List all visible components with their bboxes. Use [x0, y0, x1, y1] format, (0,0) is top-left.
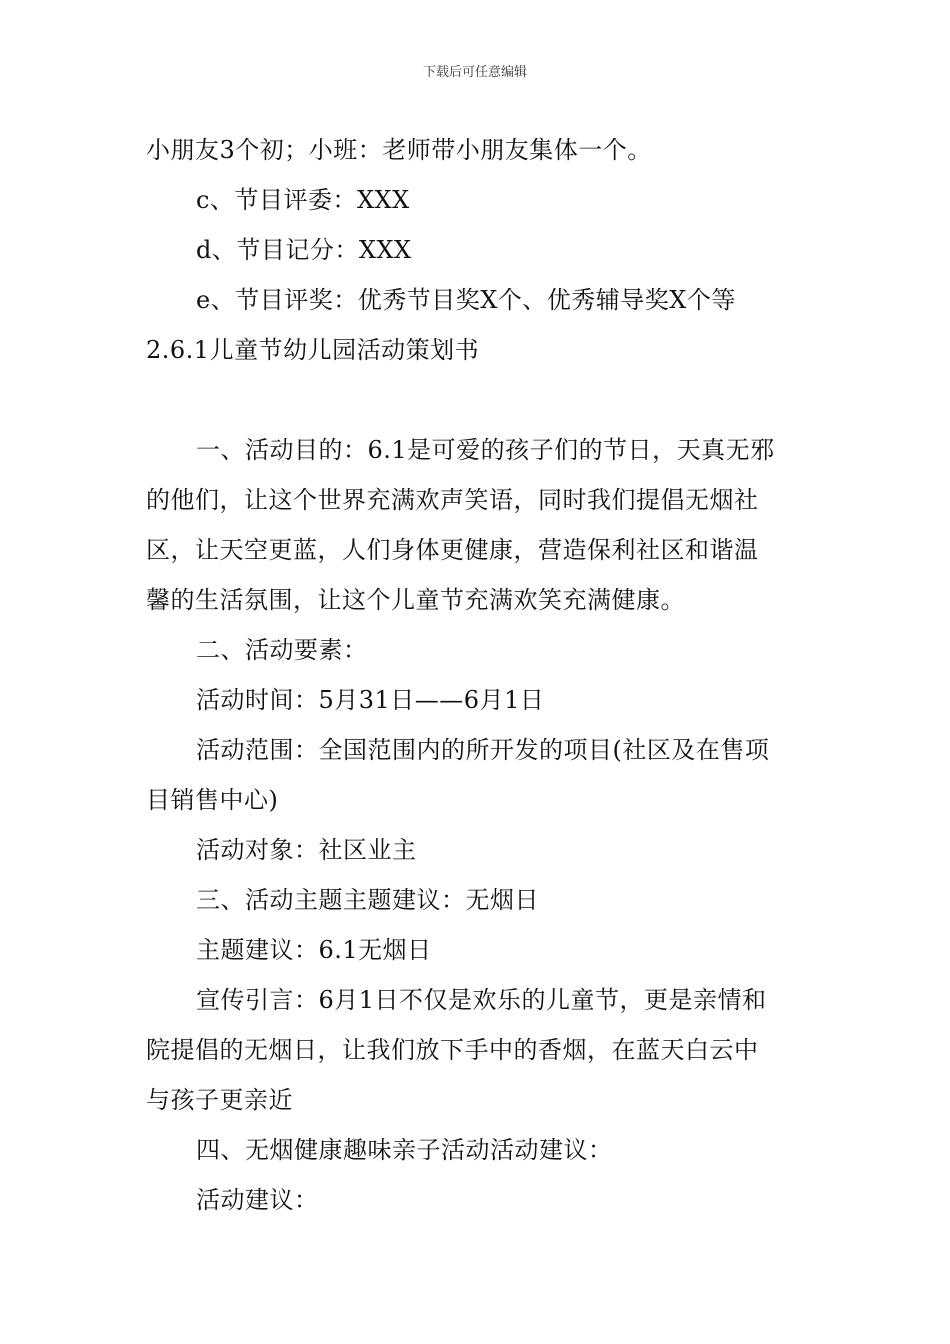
text-line: 活动对象：社区业主: [196, 836, 417, 864]
text-line: 三、活动主题主题建议：无烟日: [196, 886, 539, 914]
text-line: 区，让天空更蓝，人们身体更健康，营造保利社区和谐温: [146, 536, 759, 564]
text-line: 院提倡的无烟日，让我们放下手中的香烟，在蓝天白云中: [146, 1036, 759, 1064]
text-line: d、节目记分：XXX: [196, 236, 412, 264]
text-line: 小朋友3个初；小班：老师带小朋友集体一个。: [146, 136, 652, 164]
text-line: 二、活动要素：: [196, 636, 368, 664]
text-line: c、节目评委：XXX: [196, 186, 410, 214]
text-line: e、节目评奖：优秀节目奖X个、优秀辅导奖X个等: [196, 286, 736, 314]
text-line: 活动时间：5月31日——6月1日: [196, 686, 545, 714]
text-line: 目销售中心): [146, 786, 279, 814]
text-line: 活动范围：全国范围内的所开发的项目(社区及在售项: [196, 736, 770, 764]
text-line: 一、活动目的：6.1是可爱的孩子们的节日，天真无邪: [196, 436, 775, 464]
text-line: 主题建议：6.1无烟日: [196, 936, 432, 964]
section-heading: 2.6.1儿童节幼儿园活动策划书: [146, 336, 480, 364]
text-line: 四、无烟健康趣味亲子活动活动建议：: [196, 1136, 613, 1164]
page-header-note: 下载后可任意编辑: [422, 65, 527, 80]
text-line: 馨的生活氛围，让这个儿童节充满欢笑充满健康。: [146, 586, 685, 614]
text-line: 的他们，让这个世界充满欢声笑语，同时我们提倡无烟社: [146, 486, 759, 514]
text-line: 活动建议：: [196, 1186, 319, 1214]
text-line: 与孩子更亲近: [146, 1086, 293, 1114]
text-line: 宣传引言：6月1日不仅是欢乐的儿童节，更是亲情和: [196, 986, 767, 1014]
